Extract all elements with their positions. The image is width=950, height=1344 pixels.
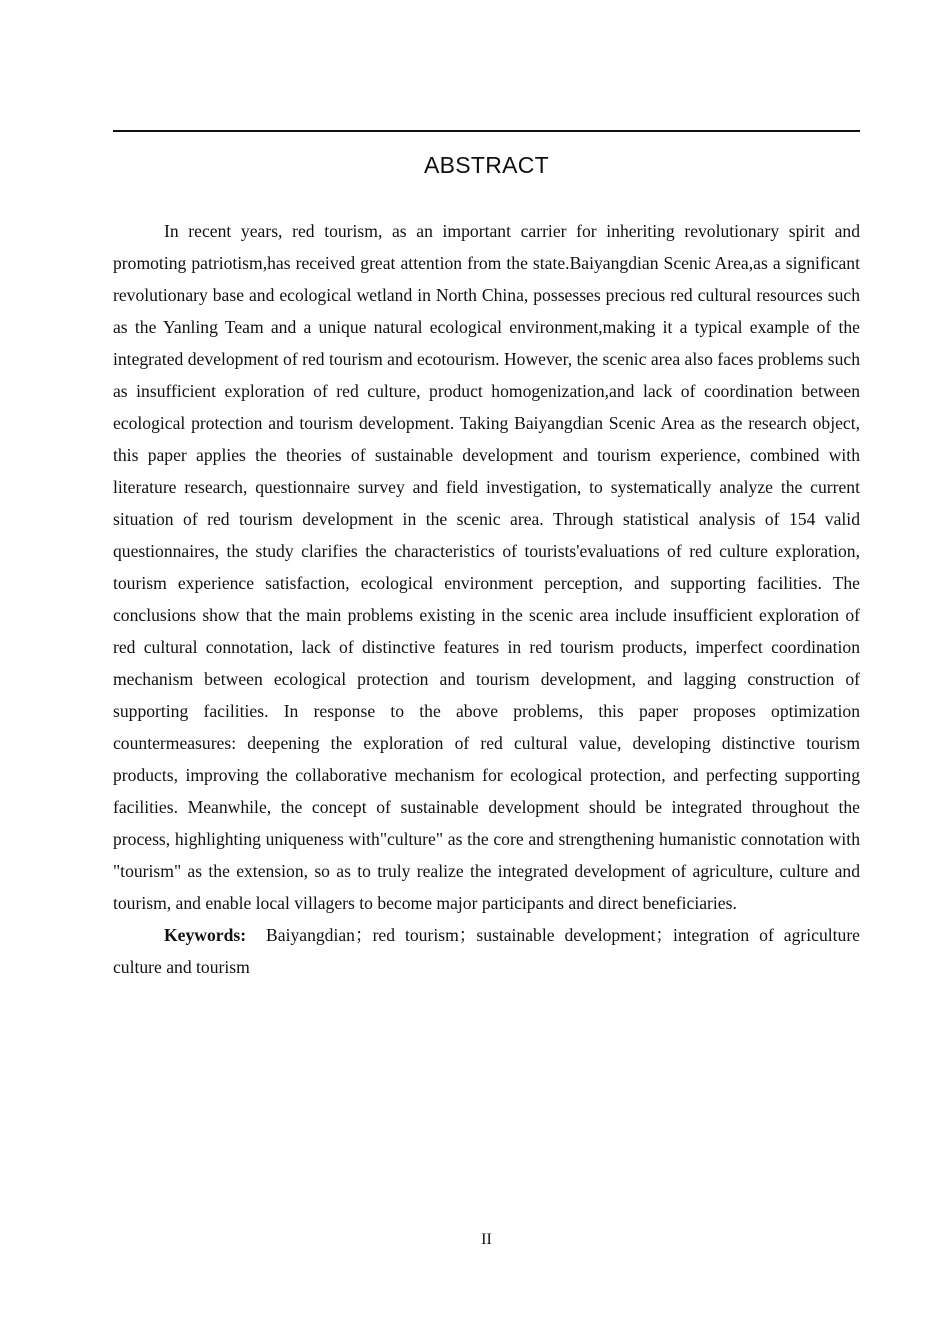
keywords-line: [113, 919, 860, 983]
abstract-paragraph: In recent years, red tourism, as an important carrier for inheriting revolutionary spirit and promoting patriotism,has received great attention from the state.Baiyangdian Scenic Area,as a significant revolutionary base and ecological wetland in North China, possesses precious red cultural resources such as the Yanling Team and a unique natural ecological environment,making it a typical example of the integrated development of red tourism and ecotourism. However, the scenic area also faces problems such as insufficient exploration of red culture, product homogenization,and lack of coordination between ecological protection and tourism development. Taking Baiyangdian Scenic Area as the research object, this paper applies the theories of sustainable development and tourism experience, combined with literature research, questionnaire survey and field investigation, to systematically analyze the current situation of red tourism development in the scenic area. Through statistical analysis of 154 valid questionnaires, the study clarifies the characteristics of tourists'evaluations of red culture exploration, tourism experience satisfaction, ecological environment perception, and supporting facilities. The conclusions show that the main problems existing in the scenic area include insufficient exploration of red cultural connotation, lack of distinctive features in red tourism products, imperfect coordination mechanism between ecological protection and tourism development, and lagging construction of supporting facilities. In response to the above problems, this paper proposes optimization countermeasures: deepening the exploration of red cultural value, developing distinctive tourism products, improving the collaborative mechanism for ecological protection, and perfecting supporting facilities. Meanwhile, the concept of sustainable development should be integrated throughout the process, highlighting uniqueness with"culture" as the core and strengthening humanistic connotation with "tourism" as the extension, so as to truly realize the integrated development of agriculture, culture and tourism, and enable local villagers to become major participants and direct beneficiaries.: [113, 221, 860, 913]
abstract-body: [113, 215, 860, 983]
keywords-list: Baiyangdian；red tourism；sustainable development；integration of agriculture culture and tourism: [113, 925, 860, 977]
abstract-title: ABSTRACT: [423, 152, 550, 178]
keywords-label: Keywords:: [164, 925, 247, 945]
header-rule: [113, 130, 860, 132]
page-number: II: [481, 1231, 492, 1248]
